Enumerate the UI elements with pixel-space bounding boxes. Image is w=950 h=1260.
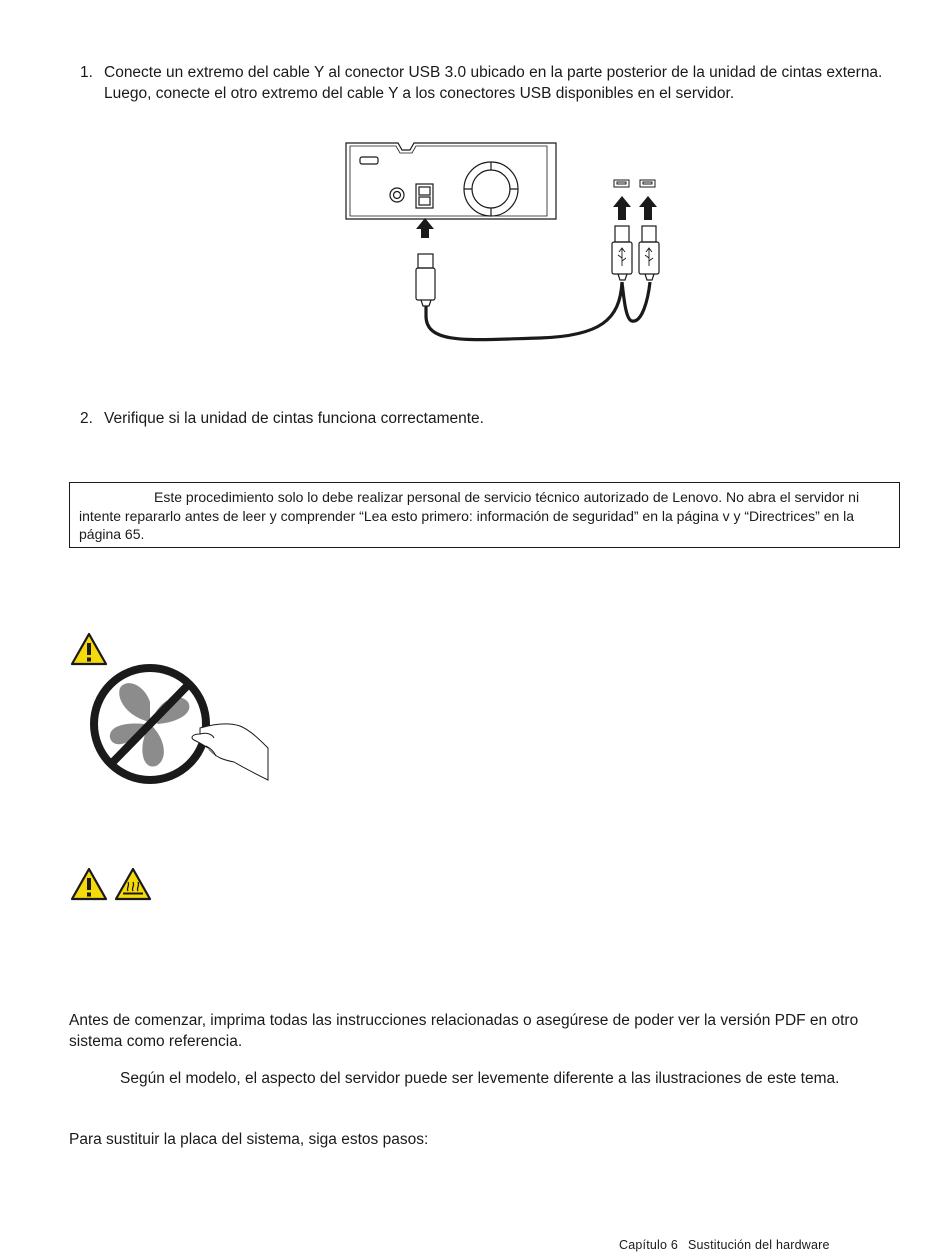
warning-triangle-icon-2: [70, 867, 108, 901]
warning-triangle-icon: [70, 632, 108, 666]
step-2-text: Verifique si la unidad de cintas funciona correctamente.: [104, 410, 484, 427]
tape-drive-usb-diagram: [0, 0, 950, 400]
page-footer: [619, 1238, 830, 1252]
arrow-up-drive: [416, 218, 434, 238]
arrow-up-port-1: [613, 196, 631, 220]
no-touch-fan-icon: [88, 662, 273, 787]
step-1-text: Conecte un extremo del cable Y al conector USB 3.0 ubicado en la parte posterior de la unidad de cintas externa. Luego, conecte el otro extremo del cable Y a los conectores USB disponibles en el servidor.: [104, 64, 883, 102]
service-notice: [69, 482, 900, 548]
arrow-up-port-2: [639, 196, 657, 220]
notice-text: Este procedimiento solo lo debe realizar personal de servicio técnico autorizado de Lenovo. No abra el servidor ni intente repararlo antes de leer y comprender “Lea esto primero: información de seguridad” en la página v y “Directrices” en la página 65.: [79, 489, 860, 542]
paragraph-before-start: Antes de comenzar, imprima todas las instrucciones relacionadas o asegúrese de poder ver la versión PDF en otro sistema como referencia.: [69, 1012, 859, 1050]
step-2-number: 2.: [80, 410, 93, 427]
footer-title: Sustitución del hardware: [687, 1238, 830, 1252]
step-1-number: 1.: [80, 64, 93, 81]
server-usb-ports: [614, 180, 655, 187]
hot-surface-icon: [114, 867, 152, 901]
model-note-text: Según el modelo, el aspecto del servidor puede ser levemente diferente a las ilustraciones de este tema.: [120, 1070, 840, 1087]
usb-a-plugs: [612, 226, 659, 280]
y-cable: [426, 282, 650, 340]
footer-chapter: Capítulo 6: [619, 1238, 678, 1252]
usb-b-plug: [416, 254, 435, 306]
paragraph-replace-intro: Para sustituir la placa del sistema, siga estos pasos:: [69, 1131, 429, 1148]
tape-drive-rear-panel: [346, 143, 556, 219]
paragraph-model-note: [69, 1068, 894, 1089]
